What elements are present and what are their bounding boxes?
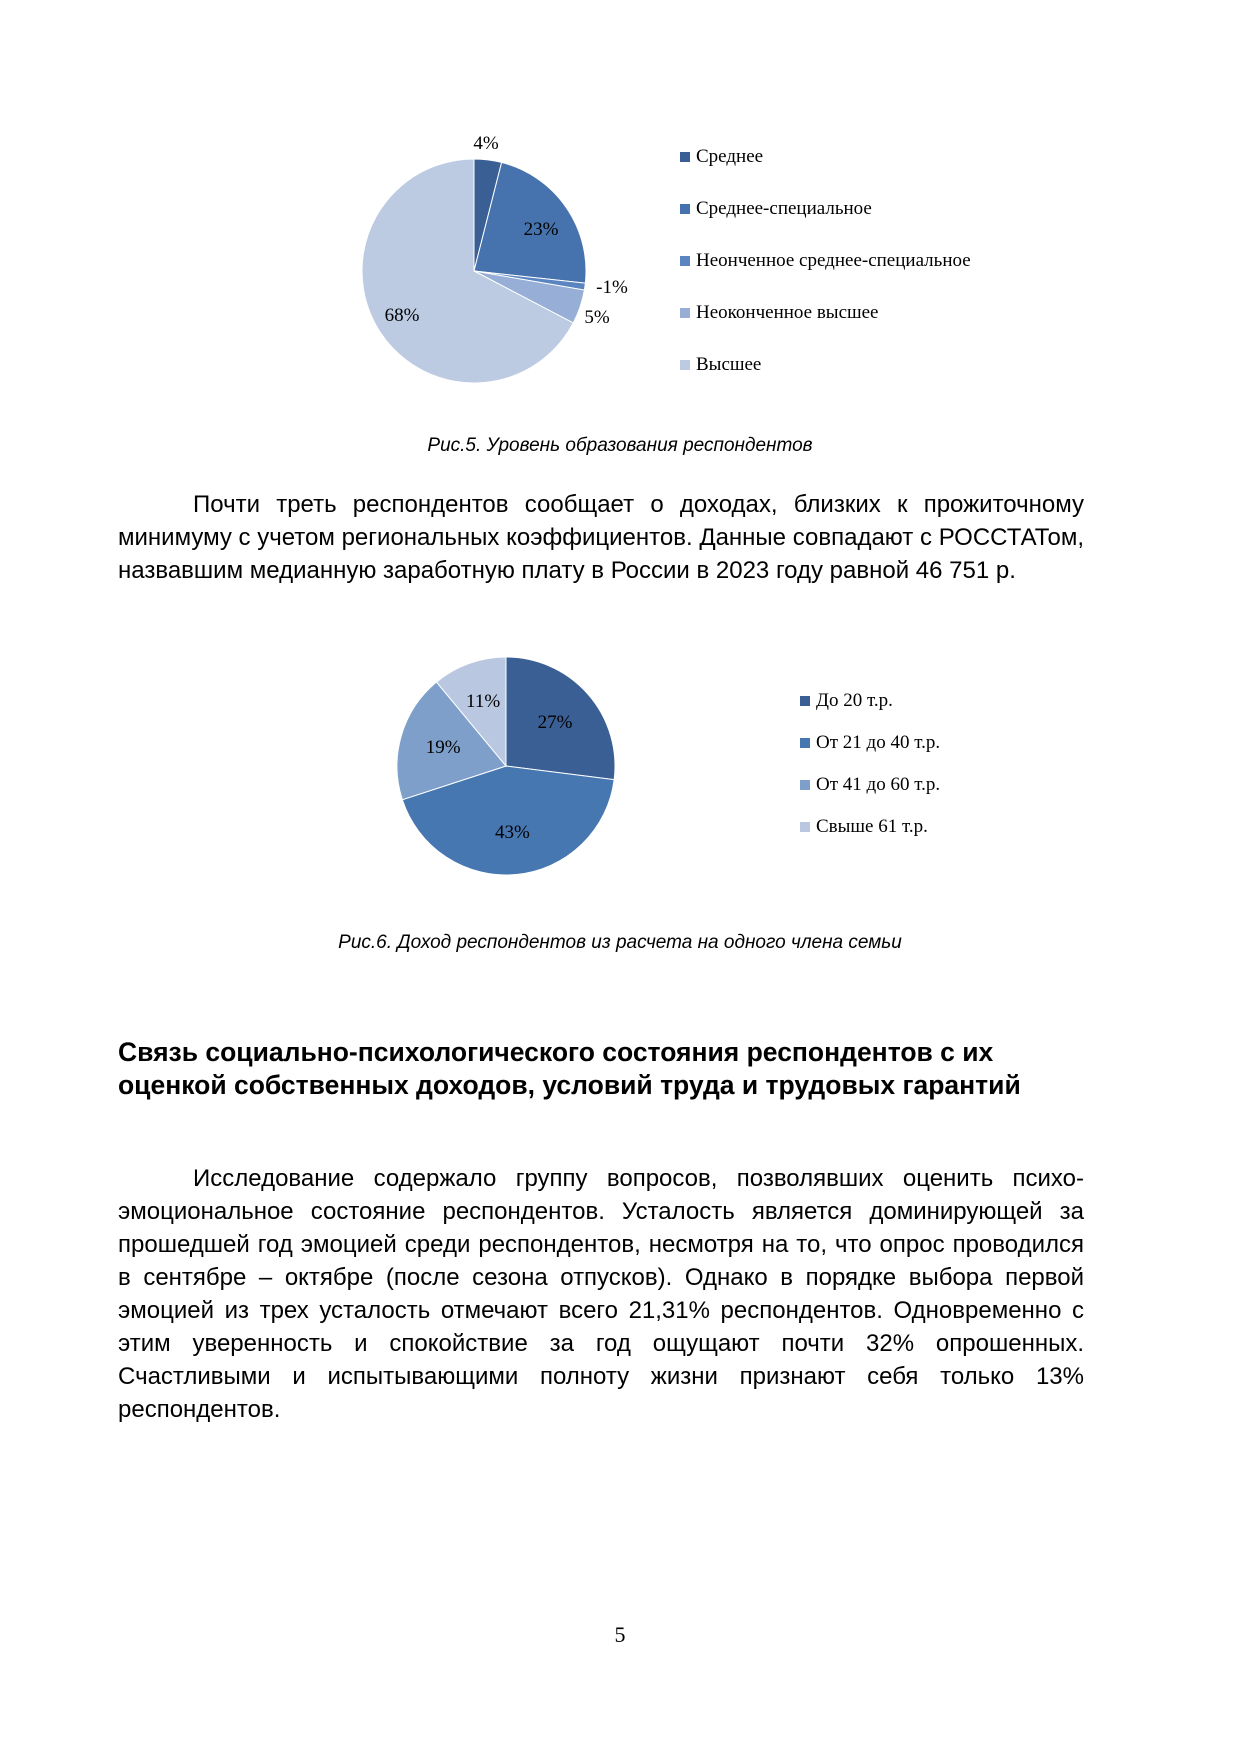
figure6-caption: Рис.6. Доход респондентов из расчета на одного члена семьи <box>338 932 902 953</box>
pie-data-label: 11% <box>466 691 501 713</box>
education-pie-svg <box>0 120 1240 380</box>
legend-label: Среднее-специальное <box>696 198 872 219</box>
legend-label: До 20 т.р. <box>816 690 893 711</box>
legend-swatch <box>800 822 810 832</box>
figure5-caption: Рис.5. Уровень образования респондентов <box>427 435 813 456</box>
legend-item <box>800 816 928 838</box>
legend-label: Неонченное среднее-специальное <box>696 250 971 271</box>
legend-label: Свыше 61 т.р. <box>816 816 928 837</box>
paragraph-income: Почти треть респондентов сообщает о доходах, близких к прожиточному минимуму с учетом региональных коэффициентов. Данные совпадают с РОССТАТом, назвавшим медианную заработную плату в России в 2023 году равной 46 751 р. <box>118 491 1084 584</box>
legend-label: Среднее <box>696 146 764 167</box>
paragraph-emotions: Исследование содержало группу вопросов, позволявших оценить психо-эмоциональное состояние респондентов. Усталость является доминирующей за прошедшей год эмоцией среди респондентов, несмотря на то, что опрос проводился в сентябре – октябре (после сезона отпусков). Однако в порядке выбора первой эмоцией из трех усталость отмечают всего 21,31% респондентов. Одновременно с этим уверенность и спокойствие за год ощущают почти 32% опрошенных. Счастливыми и испытывающими полноту жизни признают себя только 13% респондентов. <box>118 1165 1084 1423</box>
legend-swatch <box>800 738 810 748</box>
legend-item <box>680 146 763 168</box>
legend-label: От 41 до 60 т.р. <box>816 774 941 795</box>
legend-item <box>800 774 940 796</box>
pie-data-label: 5% <box>584 307 610 328</box>
legend-label: Высшее <box>696 354 762 375</box>
legend-item <box>680 250 971 272</box>
education-legend <box>680 120 1020 380</box>
legend-swatch <box>680 204 690 214</box>
income-pie-chart <box>0 660 1240 900</box>
legend-label: От 21 до 40 т.р. <box>816 732 941 753</box>
pie-data-label: 4% <box>473 133 499 154</box>
pie-data-label: 43% <box>494 822 530 844</box>
legend-item <box>680 302 879 324</box>
legend-swatch <box>800 780 810 790</box>
pie-data-label: 27% <box>537 711 573 733</box>
legend-label: Неоконченное высшее <box>696 302 879 323</box>
pie-data-label: -1% <box>596 277 628 298</box>
legend-item <box>680 198 872 220</box>
income-legend <box>800 660 1060 900</box>
legend-item <box>800 690 893 712</box>
section-heading: Связь социально-психологического состояния респондентов с их оценкой собственных доходов, условий труда и трудовых гарантий <box>118 1037 1021 1100</box>
legend-swatch <box>680 152 690 162</box>
legend-swatch <box>680 360 690 370</box>
legend-swatch <box>800 696 810 706</box>
page-number: 5 <box>614 1622 626 1647</box>
education-pie-chart <box>0 120 1240 380</box>
pie-data-label: 19% <box>425 736 461 758</box>
legend-swatch <box>680 256 690 266</box>
legend-item <box>680 354 761 376</box>
pie-data-label: 23% <box>523 219 559 240</box>
pie-data-label: 68% <box>384 305 420 326</box>
legend-item <box>800 732 940 754</box>
legend-swatch <box>680 308 690 318</box>
